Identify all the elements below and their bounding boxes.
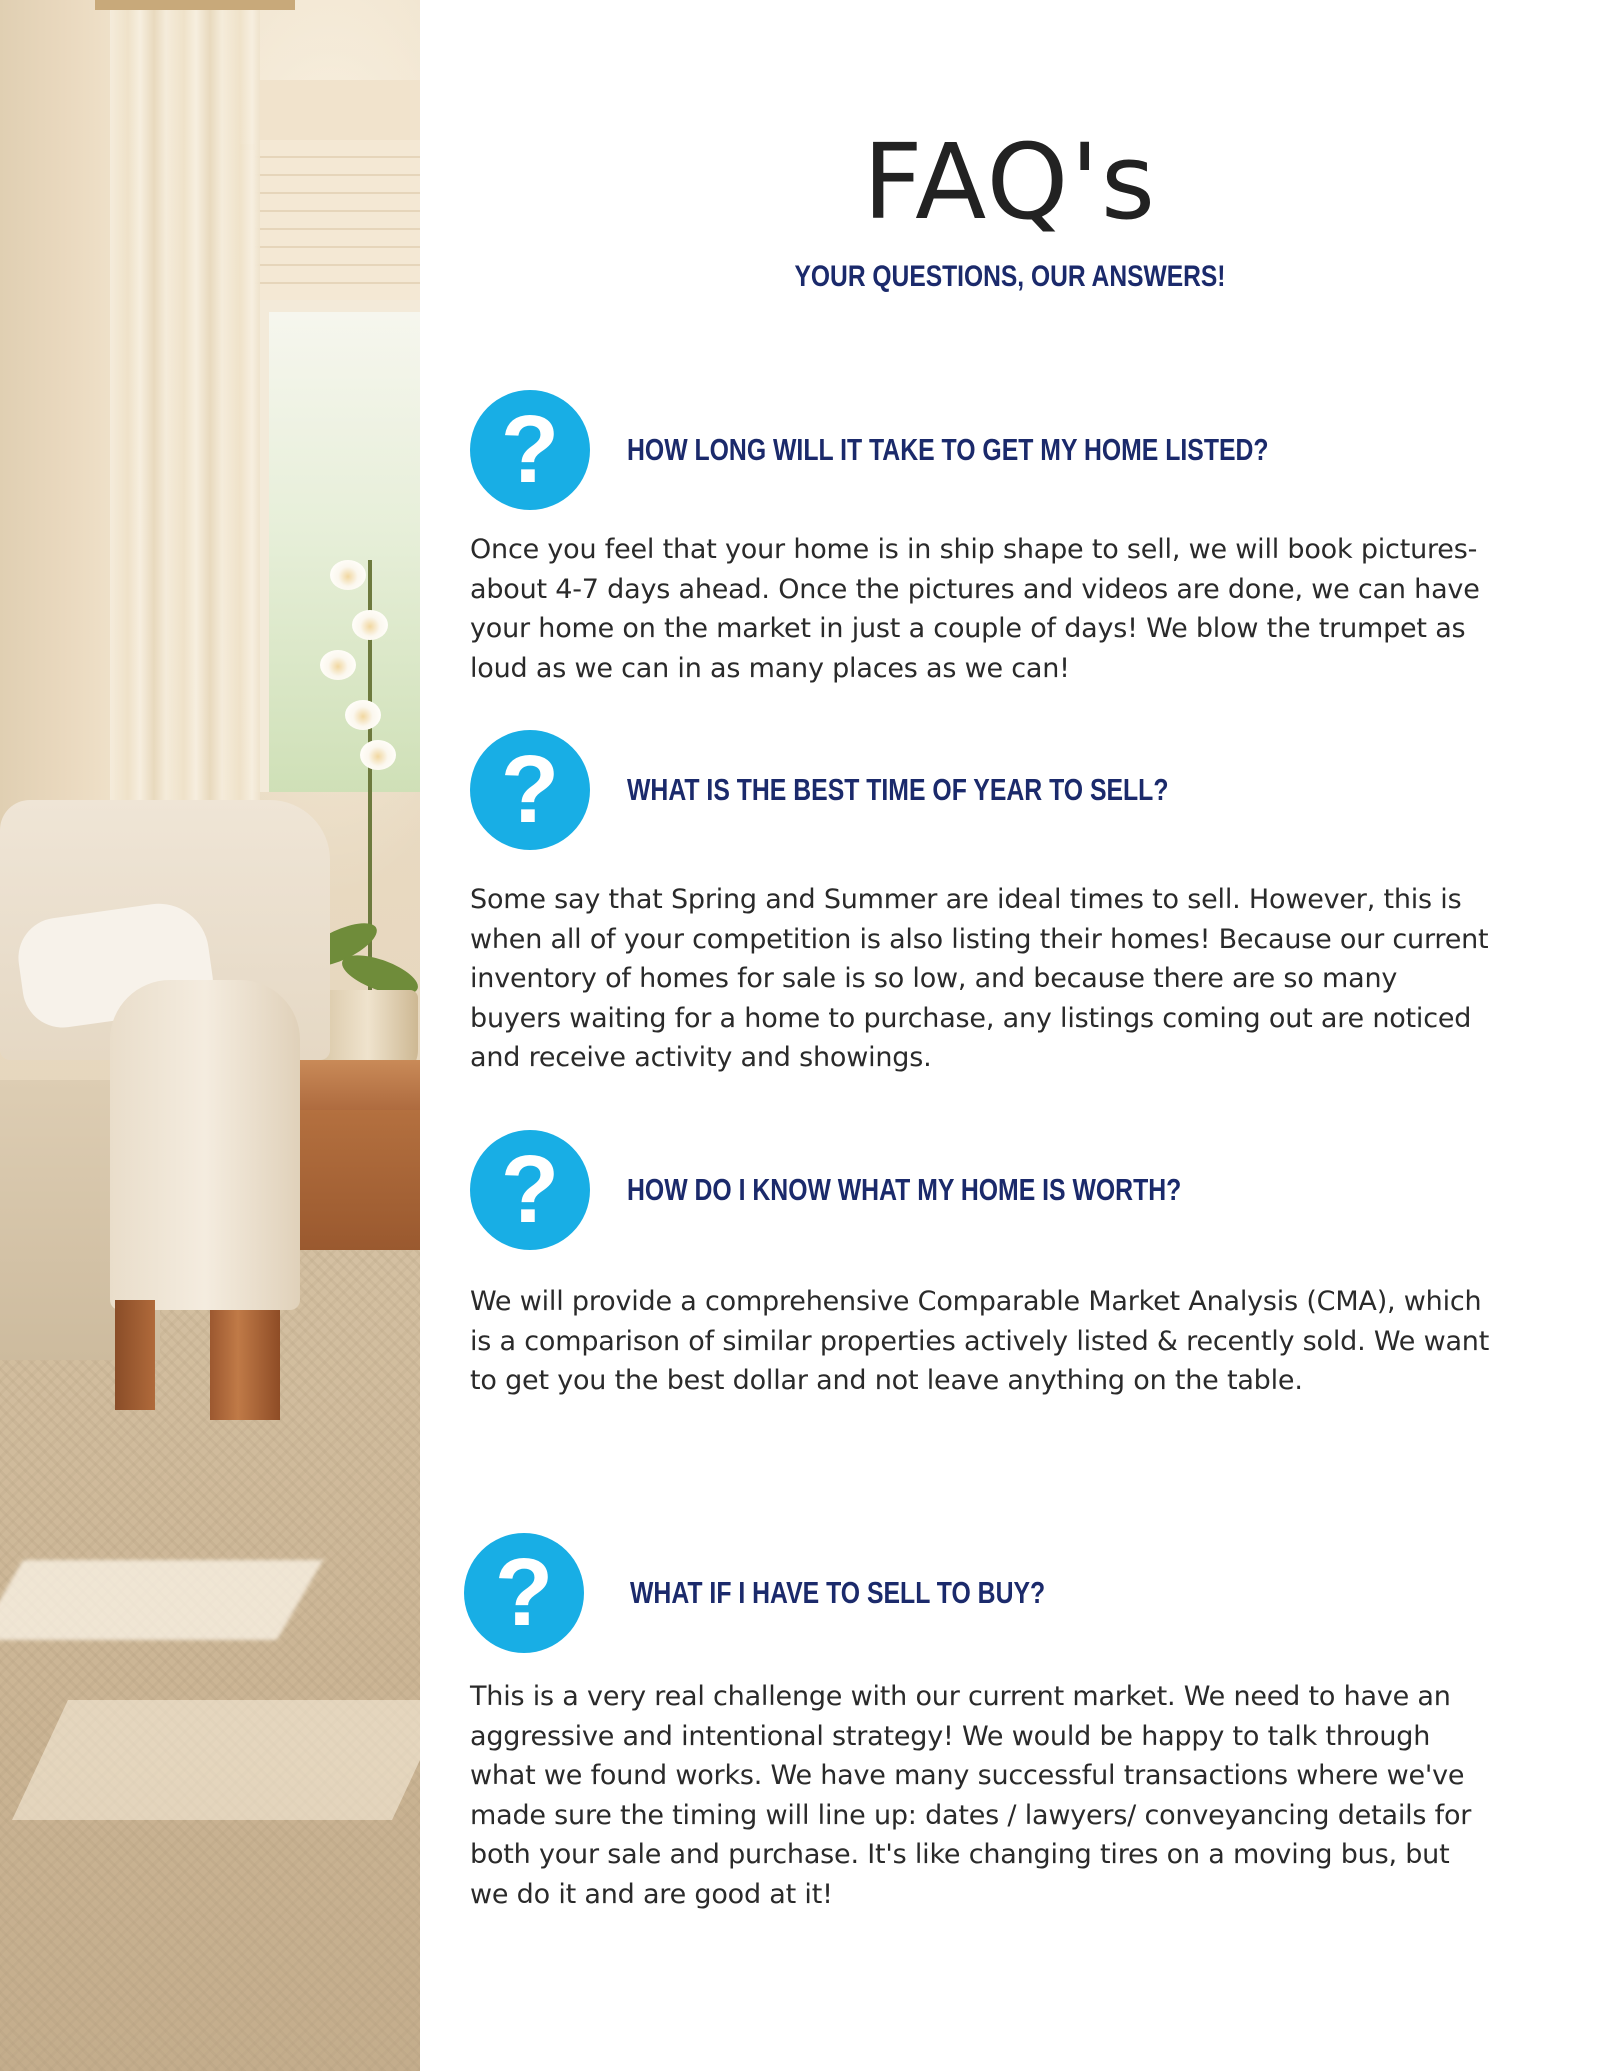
question-mark-icon: ? [470,730,590,850]
faq-question: WHAT IF I HAVE TO SELL TO BUY? [630,1575,1046,1610]
faq-question: WHAT IS THE BEST TIME OF YEAR TO SELL? [627,772,1169,807]
living-room-photo [0,0,420,2071]
faq-item [470,1130,1530,1410]
faq-answer: We will provide a comprehensive Comparable Market Analysis (CMA), which is a comparison of similar properties actively listed & recently sold. We want to get you the best dollar and not leave anything on the table. [470,1286,1490,1396]
question-mark-icon: ? [464,1533,584,1653]
faq-answer: This is a very real challenge with our current market. We need to have an aggressive and intentional strategy! We would be happy to talk through what we found works. We have many successful transactions where we've made sure the timing will line up: dates / lawyers/ conveyancing details for both your sale and purchase. It's like changing tires on a moving bus, but we do it and are good at it! [470,1681,1472,1910]
faq-content [420,0,1600,2071]
faq-question: HOW LONG WILL IT TAKE TO GET MY HOME LISTED? [627,432,1269,467]
faq-item [470,1533,1530,1933]
faq-question: HOW DO I KNOW WHAT MY HOME IS WORTH? [627,1172,1182,1207]
question-mark-icon: ? [470,1130,590,1250]
faq-answer: Some say that Spring and Summer are ideal times to sell. However, this is when all of your competition is also listing their homes! Because our current inventory of homes for sale is so low, and because there are so many buyers waiting for a home to purchase, any listings coming out are noticed and receive activity and showings. [470,884,1489,1073]
faq-answer: Once you feel that your home is in ship shape to sell, we will book pictures- about 4-7 days ahead. Once the pictures and videos are done, we can have your home on the market in just a couple of days! We blow the trumpet as loud as we can in as many places as we can! [470,534,1480,684]
page-title: FAQ's [862,121,1158,243]
faq-item [470,730,1530,1080]
faq-item [470,390,1530,690]
question-mark-icon: ? [470,390,590,510]
page-subtitle: YOUR QUESTIONS, OUR ANSWERS! [794,260,1226,293]
